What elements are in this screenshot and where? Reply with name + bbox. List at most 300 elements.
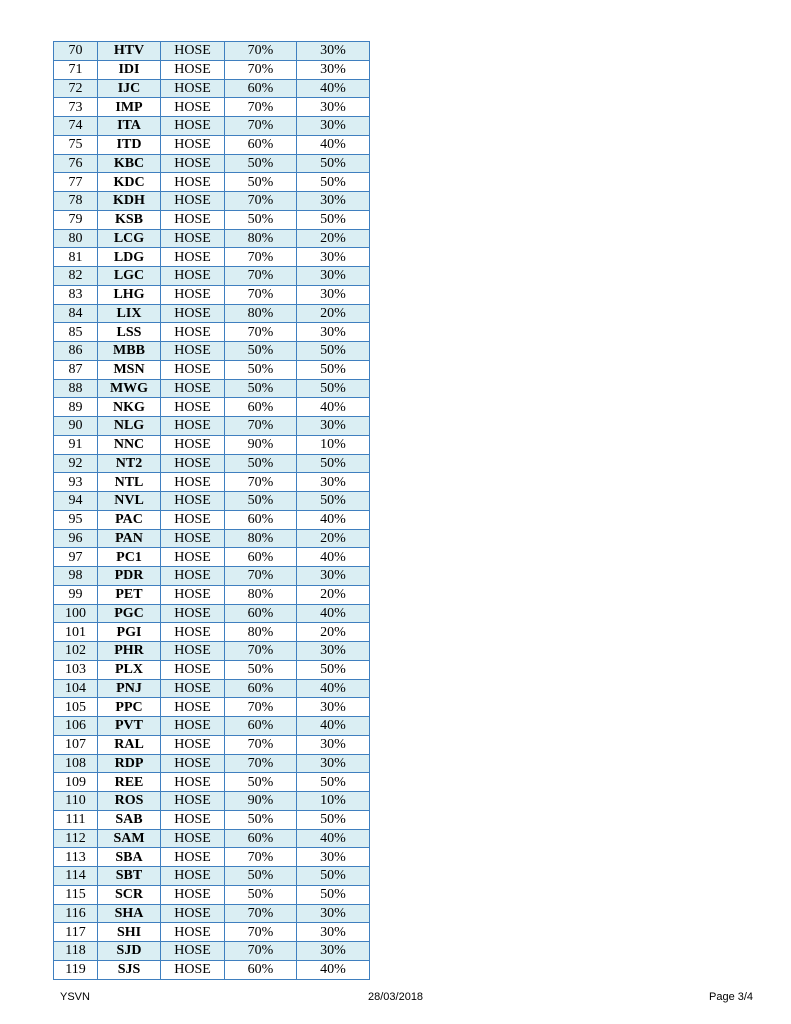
ratio-2-cell: 40% xyxy=(297,679,370,698)
ratio-2-cell: 50% xyxy=(297,885,370,904)
ratio-2-cell: 40% xyxy=(297,829,370,848)
ratio-2-cell: 40% xyxy=(297,510,370,529)
ratio-1-cell: 60% xyxy=(225,510,297,529)
ticker-cell: SHA xyxy=(98,904,161,923)
exchange-cell: HOSE xyxy=(161,342,225,361)
table-row xyxy=(54,42,370,61)
table-row xyxy=(54,848,370,867)
table-row xyxy=(54,229,370,248)
exchange-cell: HOSE xyxy=(161,360,225,379)
ratio-2-cell: 30% xyxy=(297,417,370,436)
table-row xyxy=(54,604,370,623)
ratio-1-cell: 80% xyxy=(225,529,297,548)
exchange-cell: HOSE xyxy=(161,417,225,436)
ratio-1-cell: 70% xyxy=(225,923,297,942)
exchange-cell: HOSE xyxy=(161,398,225,417)
row-number-cell: 89 xyxy=(54,398,98,417)
ratio-2-cell: 40% xyxy=(297,717,370,736)
ticker-cell: SCR xyxy=(98,885,161,904)
ratio-2-cell: 40% xyxy=(297,79,370,98)
ratio-2-cell: 20% xyxy=(297,585,370,604)
row-number-cell: 94 xyxy=(54,492,98,511)
table-row xyxy=(54,660,370,679)
row-number-cell: 106 xyxy=(54,717,98,736)
table-row xyxy=(54,435,370,454)
row-number-cell: 95 xyxy=(54,510,98,529)
exchange-cell: HOSE xyxy=(161,154,225,173)
ratio-2-cell: 40% xyxy=(297,398,370,417)
row-number-cell: 102 xyxy=(54,642,98,661)
ticker-cell: NVL xyxy=(98,492,161,511)
ticker-cell: ROS xyxy=(98,792,161,811)
ratio-1-cell: 90% xyxy=(225,792,297,811)
table-row xyxy=(54,792,370,811)
ratio-1-cell: 80% xyxy=(225,585,297,604)
row-number-cell: 117 xyxy=(54,923,98,942)
row-number-cell: 101 xyxy=(54,623,98,642)
exchange-cell: HOSE xyxy=(161,473,225,492)
ratio-1-cell: 60% xyxy=(225,717,297,736)
exchange-cell: HOSE xyxy=(161,42,225,61)
table-row xyxy=(54,942,370,961)
exchange-cell: HOSE xyxy=(161,567,225,586)
ticker-cell: PAC xyxy=(98,510,161,529)
ticker-cell: NNC xyxy=(98,435,161,454)
exchange-cell: HOSE xyxy=(161,79,225,98)
ratio-2-cell: 10% xyxy=(297,435,370,454)
ratio-2-cell: 50% xyxy=(297,342,370,361)
row-number-cell: 113 xyxy=(54,848,98,867)
ticker-cell: IDI xyxy=(98,60,161,79)
exchange-cell: HOSE xyxy=(161,735,225,754)
exchange-cell: HOSE xyxy=(161,229,225,248)
table-row xyxy=(54,79,370,98)
ticker-cell: PHR xyxy=(98,642,161,661)
ratio-2-cell: 20% xyxy=(297,304,370,323)
table-row xyxy=(54,717,370,736)
table-body xyxy=(54,42,370,980)
ratio-1-cell: 60% xyxy=(225,960,297,979)
table-row xyxy=(54,885,370,904)
ratio-2-cell: 20% xyxy=(297,529,370,548)
exchange-cell: HOSE xyxy=(161,773,225,792)
exchange-cell: HOSE xyxy=(161,529,225,548)
ticker-cell: SJD xyxy=(98,942,161,961)
ratio-2-cell: 30% xyxy=(297,285,370,304)
exchange-cell: HOSE xyxy=(161,792,225,811)
ticker-cell: PVT xyxy=(98,717,161,736)
exchange-cell: HOSE xyxy=(161,660,225,679)
ratio-1-cell: 70% xyxy=(225,323,297,342)
ratio-1-cell: 90% xyxy=(225,435,297,454)
ticker-cell: MWG xyxy=(98,379,161,398)
ticker-cell: PNJ xyxy=(98,679,161,698)
row-number-cell: 110 xyxy=(54,792,98,811)
exchange-cell: HOSE xyxy=(161,304,225,323)
exchange-cell: HOSE xyxy=(161,173,225,192)
row-number-cell: 100 xyxy=(54,604,98,623)
ticker-cell: KSB xyxy=(98,210,161,229)
ratio-2-cell: 50% xyxy=(297,210,370,229)
exchange-cell: HOSE xyxy=(161,548,225,567)
row-number-cell: 98 xyxy=(54,567,98,586)
ticker-cell: SBA xyxy=(98,848,161,867)
ticker-cell: SJS xyxy=(98,960,161,979)
footer-page-number: Page 3/4 xyxy=(709,991,754,1003)
ratio-2-cell: 30% xyxy=(297,323,370,342)
row-number-cell: 99 xyxy=(54,585,98,604)
row-number-cell: 75 xyxy=(54,135,98,154)
row-number-cell: 96 xyxy=(54,529,98,548)
row-number-cell: 86 xyxy=(54,342,98,361)
ratio-1-cell: 70% xyxy=(225,267,297,286)
exchange-cell: HOSE xyxy=(161,810,225,829)
row-number-cell: 105 xyxy=(54,698,98,717)
table-row xyxy=(54,135,370,154)
row-number-cell: 109 xyxy=(54,773,98,792)
table-row xyxy=(54,117,370,136)
exchange-cell: HOSE xyxy=(161,210,225,229)
ratio-1-cell: 50% xyxy=(225,492,297,511)
ratio-2-cell: 30% xyxy=(297,248,370,267)
exchange-cell: HOSE xyxy=(161,829,225,848)
table-row xyxy=(54,267,370,286)
row-number-cell: 71 xyxy=(54,60,98,79)
ratio-2-cell: 30% xyxy=(297,98,370,117)
ratio-2-cell: 30% xyxy=(297,117,370,136)
ratio-1-cell: 50% xyxy=(225,360,297,379)
row-number-cell: 119 xyxy=(54,960,98,979)
ticker-cell: NTL xyxy=(98,473,161,492)
row-number-cell: 74 xyxy=(54,117,98,136)
ratio-2-cell: 50% xyxy=(297,867,370,886)
ratio-2-cell: 40% xyxy=(297,548,370,567)
row-number-cell: 77 xyxy=(54,173,98,192)
row-number-cell: 90 xyxy=(54,417,98,436)
table-row xyxy=(54,492,370,511)
ratio-2-cell: 50% xyxy=(297,773,370,792)
table-row xyxy=(54,623,370,642)
ratio-1-cell: 50% xyxy=(225,342,297,361)
ratio-2-cell: 50% xyxy=(297,660,370,679)
ratio-1-cell: 60% xyxy=(225,829,297,848)
exchange-cell: HOSE xyxy=(161,717,225,736)
row-number-cell: 70 xyxy=(54,42,98,61)
ratio-1-cell: 70% xyxy=(225,60,297,79)
exchange-cell: HOSE xyxy=(161,192,225,211)
row-number-cell: 92 xyxy=(54,454,98,473)
row-number-cell: 82 xyxy=(54,267,98,286)
ratio-1-cell: 70% xyxy=(225,473,297,492)
ratio-1-cell: 80% xyxy=(225,229,297,248)
ratio-1-cell: 60% xyxy=(225,604,297,623)
exchange-cell: HOSE xyxy=(161,867,225,886)
ratio-1-cell: 50% xyxy=(225,867,297,886)
row-number-cell: 79 xyxy=(54,210,98,229)
ratio-2-cell: 30% xyxy=(297,698,370,717)
row-number-cell: 115 xyxy=(54,885,98,904)
row-number-cell: 103 xyxy=(54,660,98,679)
exchange-cell: HOSE xyxy=(161,642,225,661)
row-number-cell: 118 xyxy=(54,942,98,961)
exchange-cell: HOSE xyxy=(161,510,225,529)
table-row xyxy=(54,923,370,942)
exchange-cell: HOSE xyxy=(161,960,225,979)
table-row xyxy=(54,173,370,192)
ratio-2-cell: 10% xyxy=(297,792,370,811)
row-number-cell: 83 xyxy=(54,285,98,304)
ticker-cell: PLX xyxy=(98,660,161,679)
ratio-2-cell: 30% xyxy=(297,923,370,942)
ratio-1-cell: 70% xyxy=(225,942,297,961)
ratio-2-cell: 50% xyxy=(297,810,370,829)
row-number-cell: 104 xyxy=(54,679,98,698)
ratio-1-cell: 50% xyxy=(225,379,297,398)
ratio-1-cell: 80% xyxy=(225,623,297,642)
exchange-cell: HOSE xyxy=(161,285,225,304)
exchange-cell: HOSE xyxy=(161,679,225,698)
exchange-cell: HOSE xyxy=(161,98,225,117)
table-row xyxy=(54,379,370,398)
ratio-2-cell: 50% xyxy=(297,360,370,379)
table-row xyxy=(54,285,370,304)
exchange-cell: HOSE xyxy=(161,623,225,642)
row-number-cell: 93 xyxy=(54,473,98,492)
ticker-cell: LGC xyxy=(98,267,161,286)
ticker-cell: SBT xyxy=(98,867,161,886)
ratio-1-cell: 60% xyxy=(225,548,297,567)
exchange-cell: HOSE xyxy=(161,323,225,342)
ratio-2-cell: 50% xyxy=(297,154,370,173)
ratio-1-cell: 70% xyxy=(225,735,297,754)
table-row xyxy=(54,454,370,473)
exchange-cell: HOSE xyxy=(161,248,225,267)
row-number-cell: 73 xyxy=(54,98,98,117)
ratio-1-cell: 50% xyxy=(225,660,297,679)
ratio-1-cell: 70% xyxy=(225,642,297,661)
ratio-1-cell: 60% xyxy=(225,398,297,417)
table-row xyxy=(54,192,370,211)
ticker-cell: IJC xyxy=(98,79,161,98)
table-row xyxy=(54,304,370,323)
ratio-2-cell: 30% xyxy=(297,754,370,773)
exchange-cell: HOSE xyxy=(161,848,225,867)
table-row xyxy=(54,98,370,117)
table-row xyxy=(54,810,370,829)
ticker-cell: LHG xyxy=(98,285,161,304)
ratio-2-cell: 30% xyxy=(297,735,370,754)
ticker-cell: SAM xyxy=(98,829,161,848)
ratio-1-cell: 60% xyxy=(225,135,297,154)
ticker-cell: LDG xyxy=(98,248,161,267)
table-row xyxy=(54,867,370,886)
exchange-cell: HOSE xyxy=(161,135,225,154)
row-number-cell: 81 xyxy=(54,248,98,267)
ratio-1-cell: 50% xyxy=(225,173,297,192)
table-row xyxy=(54,735,370,754)
ticker-cell: RAL xyxy=(98,735,161,754)
table-row xyxy=(54,960,370,979)
exchange-cell: HOSE xyxy=(161,923,225,942)
row-number-cell: 111 xyxy=(54,810,98,829)
ticker-cell: SAB xyxy=(98,810,161,829)
ratio-2-cell: 50% xyxy=(297,173,370,192)
ticker-cell: PDR xyxy=(98,567,161,586)
ratio-1-cell: 50% xyxy=(225,810,297,829)
table-row xyxy=(54,698,370,717)
row-number-cell: 84 xyxy=(54,304,98,323)
row-number-cell: 107 xyxy=(54,735,98,754)
exchange-cell: HOSE xyxy=(161,60,225,79)
ticker-cell: NLG xyxy=(98,417,161,436)
table-row xyxy=(54,510,370,529)
ratio-1-cell: 50% xyxy=(225,210,297,229)
ratio-2-cell: 30% xyxy=(297,60,370,79)
ratio-1-cell: 70% xyxy=(225,285,297,304)
ratio-2-cell: 30% xyxy=(297,42,370,61)
ratio-2-cell: 30% xyxy=(297,848,370,867)
table-row xyxy=(54,642,370,661)
exchange-cell: HOSE xyxy=(161,585,225,604)
ratio-1-cell: 50% xyxy=(225,885,297,904)
ratio-1-cell: 70% xyxy=(225,754,297,773)
row-number-cell: 80 xyxy=(54,229,98,248)
ticker-cell: HTV xyxy=(98,42,161,61)
ticker-cell: ITA xyxy=(98,117,161,136)
ratio-1-cell: 70% xyxy=(225,904,297,923)
table-row xyxy=(54,473,370,492)
row-number-cell: 108 xyxy=(54,754,98,773)
table-row xyxy=(54,773,370,792)
exchange-cell: HOSE xyxy=(161,754,225,773)
ratio-2-cell: 30% xyxy=(297,642,370,661)
footer-date: 28/03/2018 xyxy=(368,991,424,1003)
ratio-2-cell: 30% xyxy=(297,567,370,586)
ratio-2-cell: 30% xyxy=(297,473,370,492)
ticker-cell: PET xyxy=(98,585,161,604)
ticker-cell: KBC xyxy=(98,154,161,173)
exchange-cell: HOSE xyxy=(161,604,225,623)
ticker-cell: KDH xyxy=(98,192,161,211)
table-row xyxy=(54,60,370,79)
ratio-2-cell: 40% xyxy=(297,604,370,623)
table-row xyxy=(54,398,370,417)
ratio-2-cell: 50% xyxy=(297,379,370,398)
row-number-cell: 97 xyxy=(54,548,98,567)
exchange-cell: HOSE xyxy=(161,267,225,286)
ratio-1-cell: 80% xyxy=(225,304,297,323)
ratio-1-cell: 70% xyxy=(225,248,297,267)
table-row xyxy=(54,210,370,229)
ratio-2-cell: 20% xyxy=(297,623,370,642)
table-row xyxy=(54,829,370,848)
ticker-cell: PGC xyxy=(98,604,161,623)
ticker-cell: PPC xyxy=(98,698,161,717)
table-row xyxy=(54,529,370,548)
row-number-cell: 78 xyxy=(54,192,98,211)
footer-left-text: YSVN xyxy=(60,991,90,1003)
row-number-cell: 85 xyxy=(54,323,98,342)
row-number-cell: 112 xyxy=(54,829,98,848)
table-row xyxy=(54,679,370,698)
ticker-cell: MBB xyxy=(98,342,161,361)
ticker-cell: REE xyxy=(98,773,161,792)
ratio-1-cell: 70% xyxy=(225,417,297,436)
ratio-2-cell: 30% xyxy=(297,904,370,923)
ticker-cell: PGI xyxy=(98,623,161,642)
ratio-1-cell: 70% xyxy=(225,117,297,136)
ratio-1-cell: 70% xyxy=(225,42,297,61)
ticker-cell: RDP xyxy=(98,754,161,773)
table-row xyxy=(54,904,370,923)
ticker-cell: NT2 xyxy=(98,454,161,473)
ratio-1-cell: 70% xyxy=(225,98,297,117)
ticker-cell: PAN xyxy=(98,529,161,548)
ticker-cell: SHI xyxy=(98,923,161,942)
ratio-2-cell: 30% xyxy=(297,267,370,286)
ratio-1-cell: 50% xyxy=(225,773,297,792)
ratio-2-cell: 30% xyxy=(297,942,370,961)
ratio-2-cell: 20% xyxy=(297,229,370,248)
exchange-cell: HOSE xyxy=(161,942,225,961)
ratio-1-cell: 70% xyxy=(225,567,297,586)
ticker-cell: LCG xyxy=(98,229,161,248)
row-number-cell: 87 xyxy=(54,360,98,379)
ratio-1-cell: 70% xyxy=(225,192,297,211)
table-row xyxy=(54,567,370,586)
ticker-cell: LIX xyxy=(98,304,161,323)
ticker-cell: ITD xyxy=(98,135,161,154)
ratio-1-cell: 50% xyxy=(225,154,297,173)
ticker-cell: PC1 xyxy=(98,548,161,567)
table-row xyxy=(54,360,370,379)
exchange-cell: HOSE xyxy=(161,698,225,717)
ticker-cell: KDC xyxy=(98,173,161,192)
row-number-cell: 116 xyxy=(54,904,98,923)
exchange-cell: HOSE xyxy=(161,435,225,454)
table-row xyxy=(54,154,370,173)
exchange-cell: HOSE xyxy=(161,117,225,136)
table-row xyxy=(54,585,370,604)
table-row xyxy=(54,548,370,567)
ratio-2-cell: 50% xyxy=(297,492,370,511)
ratio-1-cell: 70% xyxy=(225,848,297,867)
ticker-cell: MSN xyxy=(98,360,161,379)
exchange-cell: HOSE xyxy=(161,904,225,923)
table-row xyxy=(54,417,370,436)
ratio-2-cell: 50% xyxy=(297,454,370,473)
ratio-2-cell: 40% xyxy=(297,960,370,979)
exchange-cell: HOSE xyxy=(161,454,225,473)
table-row xyxy=(54,754,370,773)
ticker-cell: NKG xyxy=(98,398,161,417)
ratio-2-cell: 40% xyxy=(297,135,370,154)
exchange-cell: HOSE xyxy=(161,492,225,511)
ratio-1-cell: 70% xyxy=(225,698,297,717)
ratio-1-cell: 60% xyxy=(225,79,297,98)
exchange-cell: HOSE xyxy=(161,379,225,398)
table-row xyxy=(54,342,370,361)
row-number-cell: 91 xyxy=(54,435,98,454)
ticker-cell: LSS xyxy=(98,323,161,342)
row-number-cell: 72 xyxy=(54,79,98,98)
row-number-cell: 88 xyxy=(54,379,98,398)
margin-ratio-table xyxy=(53,41,370,980)
ratio-2-cell: 30% xyxy=(297,192,370,211)
row-number-cell: 76 xyxy=(54,154,98,173)
ratio-1-cell: 60% xyxy=(225,679,297,698)
exchange-cell: HOSE xyxy=(161,885,225,904)
